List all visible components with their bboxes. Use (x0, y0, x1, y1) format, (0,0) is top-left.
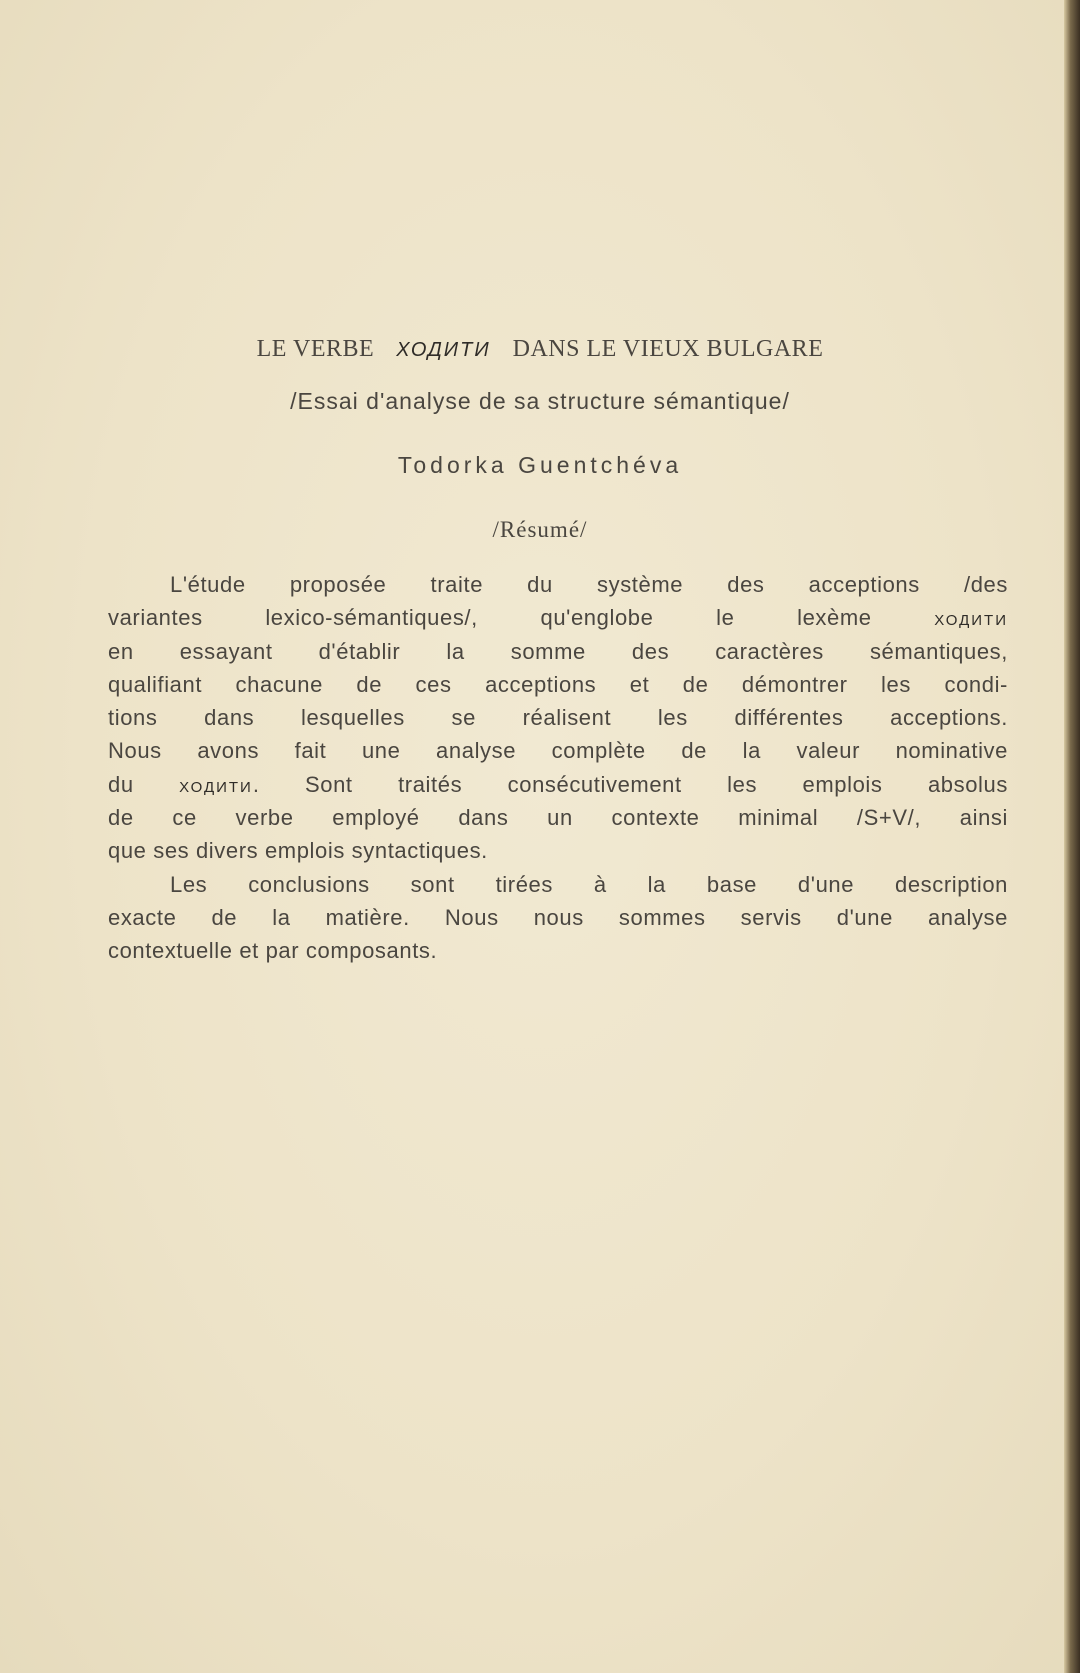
abstract-body (108, 568, 1008, 968)
body-line: en essayant d'établir la somme des caractères sémantiques, (108, 638, 1008, 664)
title-post: DANS LE VIEUX BULGARE (512, 336, 824, 362)
body-line: tions dans lesquelles se réalisent les différentes acceptions. (108, 705, 1008, 731)
resume-heading: /Résumé/ (492, 517, 588, 542)
body-line: contextuelle et par composants. (108, 938, 438, 964)
subtitle: /Essai d'analyse de sa structure sémantique/ (290, 388, 790, 414)
body-line: Nous avons fait une analyse complète de la valeur nominative (108, 738, 1008, 764)
body-line: de ce verbe employé dans un contexte minimal /S+V/, ainsi (108, 805, 1008, 831)
body-line: qualifiant chacune de ces acceptions et de démontrer les condi- (108, 671, 1008, 697)
book-binding-edge (1064, 0, 1080, 1673)
title-pre: LE VERBE (256, 336, 375, 362)
body-line: que ses divers emplois syntactiques. (108, 838, 488, 864)
title-cyrillic-word: ХОДИТИ (396, 339, 491, 361)
cyrillic-word: ХОДИТИ (179, 778, 253, 796)
body-line: exacte de la matière. Nous nous sommes servis d'une analyse (108, 904, 1008, 930)
body-line: Les conclusions sont tirées à la base d'une description (170, 871, 1008, 897)
body-line: L'étude proposée traite du système des acceptions /des (170, 572, 1008, 597)
body-line: du ХОДИТИ. Sont traités consécutivement les emplois absolus (108, 771, 1008, 797)
cyrillic-word: ХОДИТИ (934, 612, 1008, 630)
page-title (0, 336, 1080, 363)
author: Todorka Guentchéva (397, 452, 683, 478)
body-line: variantes lexico-sémantiques/, qu'englobe le lexème ХОДИТИ (108, 605, 1008, 631)
